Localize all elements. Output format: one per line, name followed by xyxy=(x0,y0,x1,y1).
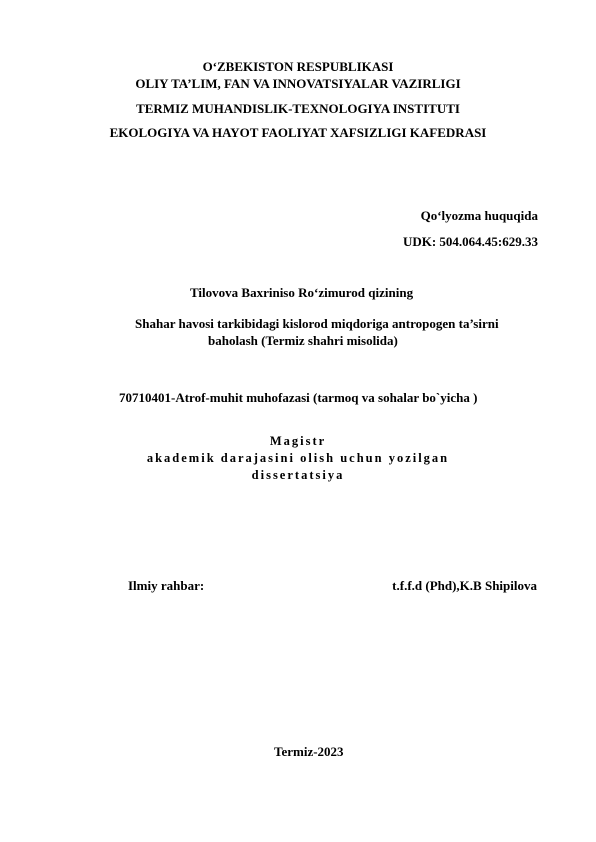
supervisor-name: t.f.f.d (Phd),K.B Shipilova xyxy=(392,578,537,593)
institute-name: TERMIZ MUHANDISLIK-TEXNOLOGIYA INSTITUTI xyxy=(136,101,460,116)
manuscript-rights: Qo‘lyozma huquqida xyxy=(420,208,538,223)
degree-line2: akademik darajasini olish uchun yozilgan xyxy=(146,451,450,465)
thesis-title-line2: baholash (Termiz shahri misolida) xyxy=(208,333,398,348)
ministry-country: O‘ZBEKISTON RESPUBLIKASI xyxy=(202,59,394,74)
degree-line1: Magistr xyxy=(269,434,327,448)
department-name: EKOLOGIYA VA HAYOT FAOLIYAT XAFSIZLIGI KAFEDRASI xyxy=(109,125,487,140)
place-year: Termiz-2023 xyxy=(274,744,344,759)
udk-code: UDK: 504.064.45:629.33 xyxy=(402,234,538,249)
degree-line3: dissertatsiya xyxy=(251,468,345,482)
author-name: Tilovova Baxriniso Ro‘zimurod qizining xyxy=(190,285,414,300)
supervisor-label: Ilmiy rahbar: xyxy=(128,578,205,593)
thesis-title-line1: Shahar havosi tarkibidagi kislorod miqdoriga antropogen ta’sirni xyxy=(135,316,499,331)
ministry-name: OLIY TA’LIM, FAN VA INNOVATSIYALAR VAZIRLIGI xyxy=(135,76,461,91)
specialty-code: 70710401-Atrof-muhit muhofazasi (tarmoq va sohalar bo`yicha ) xyxy=(119,390,478,405)
